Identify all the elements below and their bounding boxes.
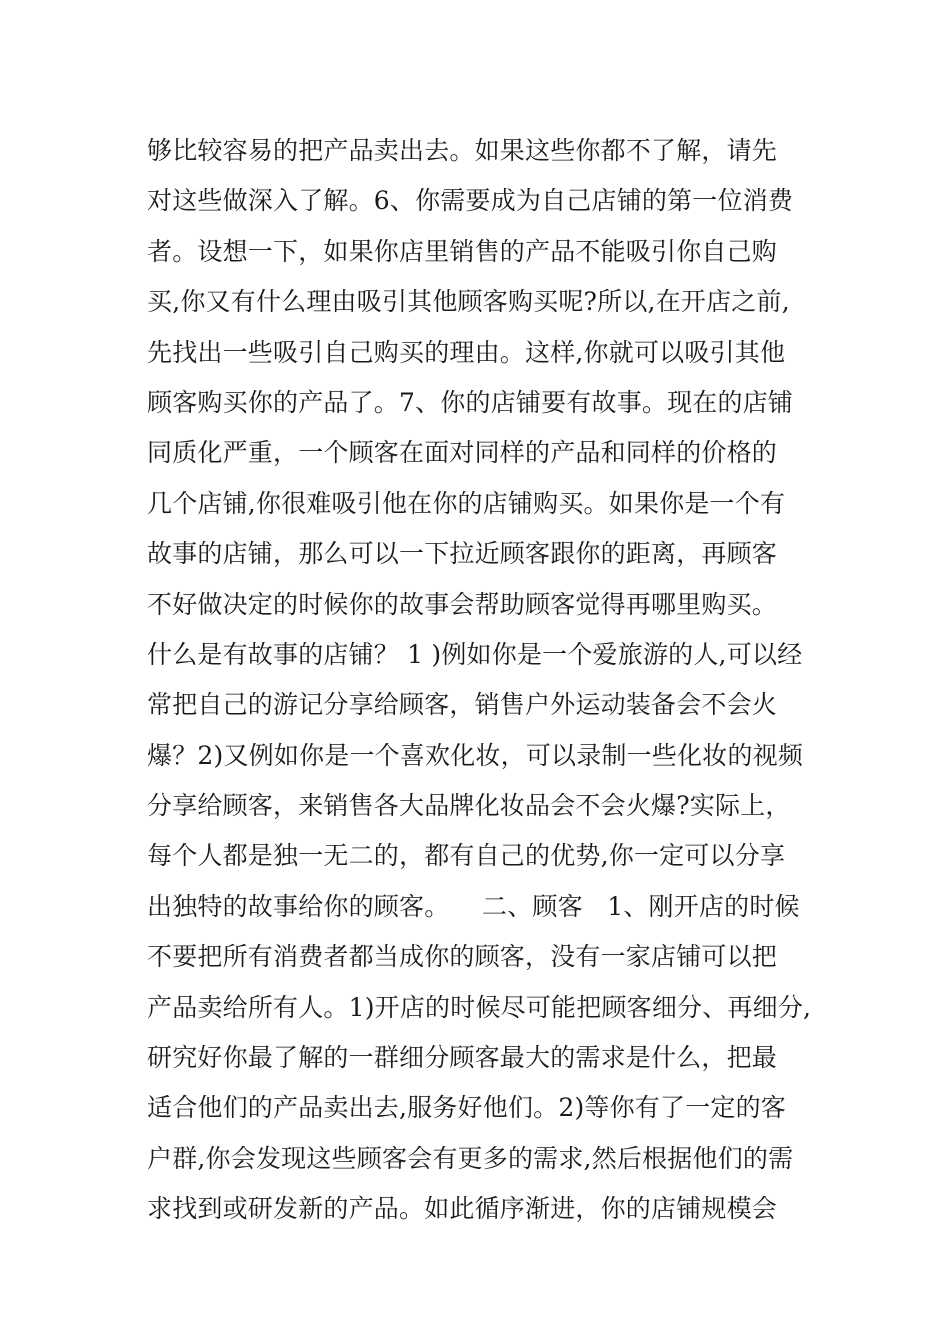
text-line: 同质化严重，一个顾客在面对同样的产品和同样的价格的 bbox=[147, 438, 778, 468]
text-line: 对这些做深入了解。6、你需要成为自己店铺的第一位消费 bbox=[147, 186, 794, 216]
text-line: 每个人都是独一无二的，都有自己的优势,你一定可以分享 bbox=[147, 841, 786, 871]
text-line: 顾客购买你的产品了。7、你的店铺要有故事。现在的店铺 bbox=[147, 387, 794, 417]
text-line: 爆？2)又例如你是一个喜欢化妆，可以录制一些化妆的视频 bbox=[147, 740, 804, 770]
body-text bbox=[147, 126, 827, 1235]
text-line: 适合他们的产品卖出去,服务好他们。2)等你有了一定的客 bbox=[147, 1093, 787, 1123]
text-line: 产品卖给所有人。1)开店的时候尽可能把顾客细分、再细分, bbox=[147, 992, 812, 1022]
text-line: 出独特的故事给你的顾客。 二、顾客 1、刚开店的时候 bbox=[147, 891, 800, 921]
text-line: 故事的店铺，那么可以一下拉近顾客跟你的距离，再顾客 bbox=[147, 539, 778, 569]
text-line: 够比较容易的把产品卖出去。如果这些你都不了解，请先 bbox=[147, 136, 778, 165]
text-line: 常把自己的游记分享给顾客，销售户外运动装备会不会火 bbox=[147, 690, 778, 720]
text-line: 什么是有故事的店铺？ 1 )例如你是一个爱旅游的人,可以经 bbox=[147, 639, 803, 669]
text-line: 买,你又有什么理由吸引其他顾客购买呢?所以,在开店之前, bbox=[147, 287, 790, 317]
text-line: 者。设想一下，如果你店里销售的产品不能吸引你自己购 bbox=[147, 236, 778, 266]
text-line: 分享给顾客，来销售各大品牌化妆品会不会火爆?实际上， bbox=[147, 791, 791, 821]
text-line: 先找出一些吸引自己购买的理由。这样,你就可以吸引其他 bbox=[147, 337, 786, 367]
text-line: 不好做决定的时候你的故事会帮助顾客觉得再哪里购买。 bbox=[147, 589, 778, 619]
text-line: 几个店铺,你很难吸引他在你的店铺购买。如果你是一个有 bbox=[147, 488, 786, 518]
text-line: 不要把所有消费者都当成你的顾客，没有一家店铺可以把 bbox=[147, 942, 778, 972]
text-line: 研究好你最了解的一群细分顾客最大的需求是什么，把最 bbox=[147, 1043, 778, 1073]
text-line: 求找到或研发新的产品。如此循序渐进，你的店铺规模会 bbox=[147, 1194, 778, 1224]
text-line: 户群,你会发现这些顾客会有更多的需求,然后根据他们的需 bbox=[147, 1143, 794, 1173]
